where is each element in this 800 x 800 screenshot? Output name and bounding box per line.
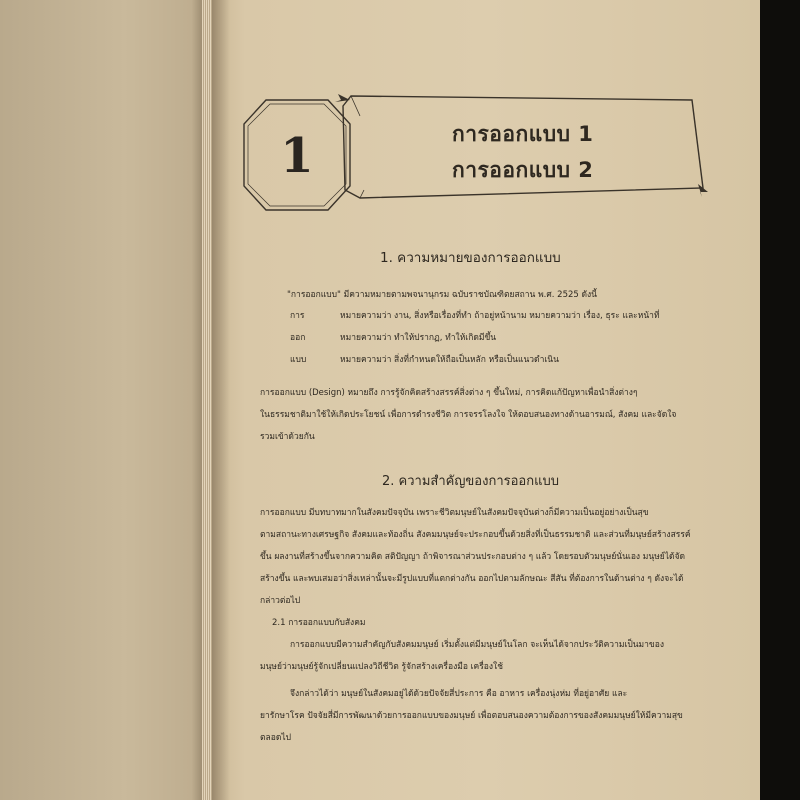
left-page (0, 0, 208, 800)
paragraph-line: จึงกล่าวได้ว่า มนุษย์ในสังคมอยู่ได้ด้วยปัจจัยสี่ประการ คือ อาหาร เครื่องนุ่งห่ม ที่อยู่อาศัย และ (290, 689, 628, 699)
paragraph-line: ขึ้น ผลงานที่สร้างขึ้นจากความคิด สติปัญญา ถ้าพิจารณาส่วนประกอบต่าง ๆ แล้ว โดยรอบตัวมนุษย์นั่นเอง มนุษย์ได้จัด (260, 552, 686, 562)
def-term: แบบ (290, 355, 307, 365)
paragraph-line: การออกแบบ (Design) หมายถึง การรู้จักคิดสร้างสรรค์สิ่งต่าง ๆ ขึ้นใหม่, การคิดแก้ปัญหาเพื่อนำสิ่งต่างๆ (260, 388, 638, 398)
section-2-heading: 2. ความสำคัญของการออกแบบ (382, 474, 559, 489)
paragraph-line: มนุษย์ว่ามนุษย์รู้จักเปลี่ยนแปลงวิถีชีวิต รู้จักสร้างเครื่องมือ เครื่องใช้ (260, 662, 503, 672)
subsection-heading: 2.1 การออกแบบกับสังคม (272, 618, 366, 628)
paragraph-line: ยารักษาโรค ปัจจัยสี่มีการพัฒนาด้วยการออกแบบของมนุษย์ เพื่อตอบสนองความต้องการของสังคมมนุษย์ให้มีความสุข (260, 711, 683, 721)
def-term: การ (290, 311, 305, 321)
def-term: ออก (290, 333, 306, 343)
chapter-number: 1 (280, 128, 314, 184)
paragraph-line: การออกแบบ มีบทบาทมากในสังคมปัจจุบัน เพราะชีวิตมนุษย์ในสังคมปัจจุบันต่างก็มีความเป็นอยู่อย่างเป็นสุข (260, 508, 649, 518)
gutter-shadow (212, 0, 230, 800)
paragraph-line: ในธรรมชาติมาใช้ให้เกิดประโยชน์ เพื่อการดำรงชีวิต การจรรโลงใจ ให้ตอบสนองทางด้านอารมณ์, สังคม และจัดใจ (260, 410, 677, 420)
paragraph-line: ตามสถานะทางเศรษฐกิจ สังคมและท้องถิ่น สังคมมนุษย์จะประกอบขึ้นด้วยสิ่งที่เป็นธรรมชาติ และส่วนที่มนุษย์สร้างสรรค์ (260, 530, 691, 540)
chapter-title-line-2: การออกแบบ 2 (452, 158, 594, 182)
paragraph-line: กล่าวต่อไป (260, 596, 301, 606)
section-1-heading: 1. ความหมายของการออกแบบ (380, 250, 561, 266)
definition-intro: "การออกแบบ" มีความหมายตามพจนานุกรม ฉบับราชบัณฑิตยสถาน พ.ศ. 2525 ดังนี้ (287, 290, 597, 300)
chapter-title-line-1: การออกแบบ 1 (452, 122, 594, 146)
page-stack-edge (202, 0, 212, 800)
def-meaning: หมายความว่า งาน, สิ่งหรือเรื่องที่ทำ ถ้าอยู่หน้านาม หมายความว่า เรื่อง, ธุระ และหน้าที่ (340, 311, 660, 321)
def-meaning: หมายความว่า สิ่งที่กำหนดให้ถือเป็นหลัก หรือเป็นแนวดำเนิน (340, 355, 559, 365)
paragraph-line: รวมเข้าด้วยกัน (260, 432, 315, 442)
def-meaning: หมายความว่า ทำให้ปรากฏ, ทำให้เกิดมีขึ้น (340, 333, 497, 343)
paragraph-line: ตลอดไป (260, 733, 292, 743)
paragraph-line: สร้างขึ้น และพบเสมอว่าสิ่งเหล่านั้นจะมีรูปแบบที่แตกต่างกัน ออกไปตามลักษณะ สีสัน ที่ต้องการในด้านต่าง ๆ ดังจะได้ (260, 574, 684, 584)
paragraph-line: การออกแบบมีความสำคัญกับสังคมมนุษย์ เริ่มตั้งแต่มีมนุษย์ในโลก จะเห็นได้จากประวัติความเป็นมาของ (290, 640, 664, 650)
